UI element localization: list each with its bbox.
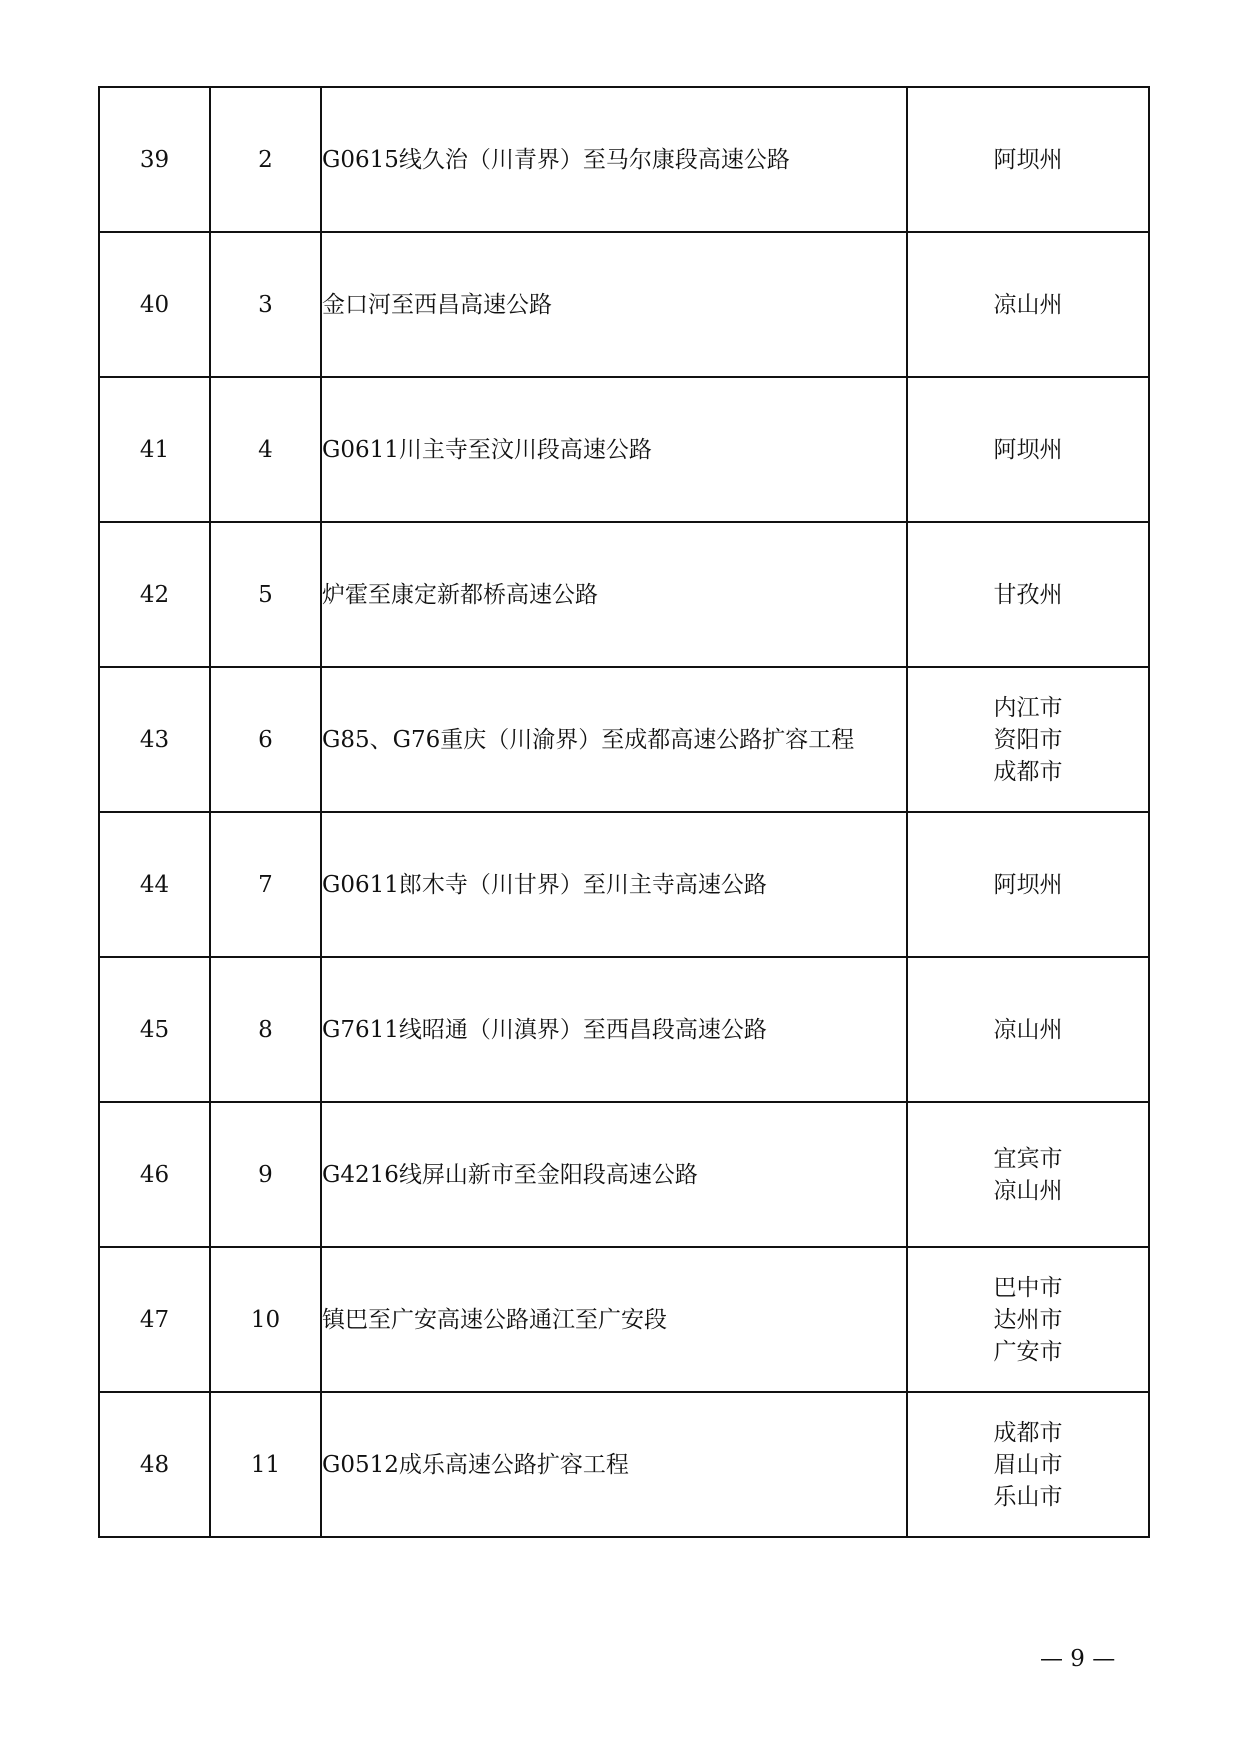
project-name: 金口河至西昌高速公路 — [321, 232, 907, 377]
region-cell — [907, 522, 1149, 667]
region-cell — [907, 957, 1149, 1102]
region-name: 成都市 — [993, 758, 1063, 785]
table-row — [99, 957, 1149, 1102]
project-name: 镇巴至广安高速公路通江至广安段 — [321, 1247, 907, 1392]
row-sequence-number: 44 — [99, 812, 210, 957]
table-row — [99, 1392, 1149, 1537]
table-row — [99, 377, 1149, 522]
project-name: G0611郎木寺（川甘界）至川主寺高速公路 — [321, 812, 907, 957]
row-sequence-number: 46 — [99, 1102, 210, 1247]
row-sequence-number: 47 — [99, 1247, 210, 1392]
table-row — [99, 87, 1149, 232]
row-sequence-number: 40 — [99, 232, 210, 377]
page-number: — 9 — — [1040, 1646, 1116, 1672]
table-row — [99, 1102, 1149, 1247]
row-sequence-number: 45 — [99, 957, 210, 1102]
region-cell — [907, 87, 1149, 232]
row-sub-number: 3 — [210, 232, 321, 377]
row-sequence-number: 39 — [99, 87, 210, 232]
row-sub-number: 9 — [210, 1102, 321, 1247]
region-name: 成都市 — [993, 1419, 1063, 1446]
region-name: 巴中市 — [993, 1274, 1063, 1301]
table-row — [99, 1247, 1149, 1392]
region-cell — [907, 1247, 1149, 1392]
project-name: G7611线昭通（川滇界）至西昌段高速公路 — [321, 957, 907, 1102]
row-sequence-number: 43 — [99, 667, 210, 812]
project-name: 炉霍至康定新都桥高速公路 — [321, 522, 907, 667]
table-row — [99, 522, 1149, 667]
row-sub-number: 5 — [210, 522, 321, 667]
region-name: 宜宾市 — [993, 1145, 1063, 1172]
row-sub-number: 2 — [210, 87, 321, 232]
region-name: 阿坝州 — [993, 146, 1063, 173]
project-name: G0615线久治（川青界）至马尔康段高速公路 — [321, 87, 907, 232]
row-sub-number: 6 — [210, 667, 321, 812]
project-table-body — [99, 87, 1149, 1537]
region-cell — [907, 377, 1149, 522]
table-row — [99, 232, 1149, 377]
project-name: G0611川主寺至汶川段高速公路 — [321, 377, 907, 522]
project-table — [98, 86, 1150, 1538]
region-name: 凉山州 — [993, 291, 1063, 318]
region-name: 资阳市 — [993, 726, 1063, 753]
region-name: 眉山市 — [993, 1451, 1063, 1478]
row-sub-number: 10 — [210, 1247, 321, 1392]
region-name: 广安市 — [993, 1338, 1063, 1365]
region-name: 阿坝州 — [993, 871, 1063, 898]
region-name: 凉山州 — [993, 1177, 1063, 1204]
row-sub-number: 8 — [210, 957, 321, 1102]
region-cell — [907, 667, 1149, 812]
row-sequence-number: 42 — [99, 522, 210, 667]
region-name: 阿坝州 — [993, 436, 1063, 463]
region-name: 凉山州 — [993, 1016, 1063, 1043]
project-name: G4216线屏山新市至金阳段高速公路 — [321, 1102, 907, 1247]
row-sub-number: 7 — [210, 812, 321, 957]
region-name: 达州市 — [993, 1306, 1063, 1333]
region-cell — [907, 1392, 1149, 1537]
table-row — [99, 812, 1149, 957]
row-sub-number: 4 — [210, 377, 321, 522]
region-cell — [907, 812, 1149, 957]
project-name: G85、G76重庆（川渝界）至成都高速公路扩容工程 — [321, 667, 907, 812]
row-sub-number: 11 — [210, 1392, 321, 1537]
region-name: 内江市 — [993, 694, 1063, 721]
region-name: 甘孜州 — [993, 581, 1063, 608]
row-sequence-number: 41 — [99, 377, 210, 522]
row-sequence-number: 48 — [99, 1392, 210, 1537]
table-row — [99, 667, 1149, 812]
project-name: G0512成乐高速公路扩容工程 — [321, 1392, 907, 1537]
region-cell — [907, 1102, 1149, 1247]
region-cell — [907, 232, 1149, 377]
region-name: 乐山市 — [993, 1483, 1063, 1510]
